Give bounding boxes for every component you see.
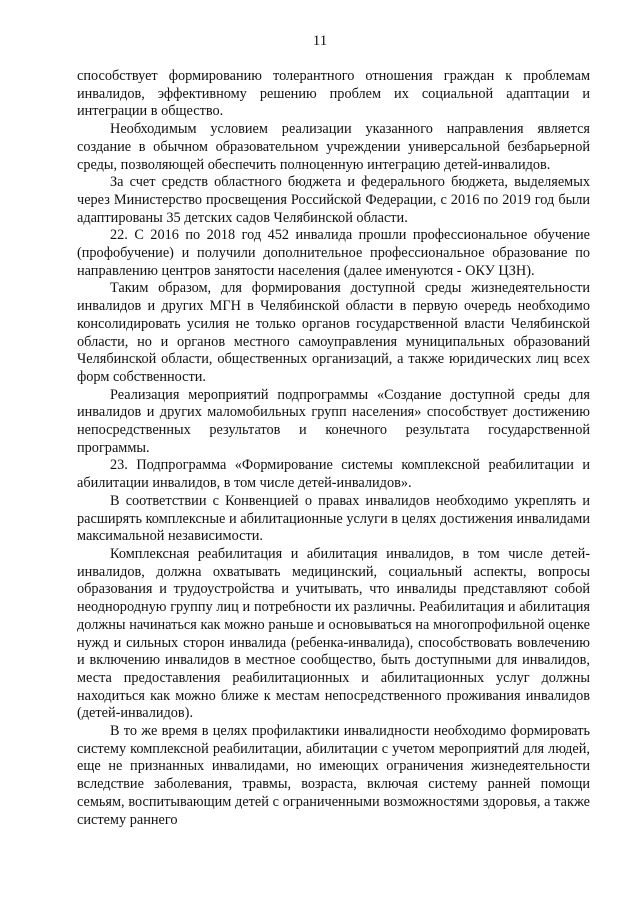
paragraph-consolidation: Таким образом, для формирования доступной среды жизнедеятельности инвалидов и других МГН в Челябинской области в первую очередь необходимо консолидировать усилия не только органов государственной власти Челябинской области, но и органов местного самоуправления муниципальных образований Челябинской области, общественных организаций, а также юридических лиц всех форм собственности. [77,280,590,385]
paragraph-complex-rehabilitation: Комплексная реабилитация и абилитация инвалидов, в том числе детей-инвалидов, должна охватывать медицинский, социальный аспекты, вопросы образования и трудоустройства и учитывать, что инвалиды представляют собой неоднородную группу лиц и потребности их различны. Реабилитация и абилитация должны начинаться как можно раньше и основываться на многопрофильной оценке нужд и сильных сторон инвалида (ребенка-инвалида), способствовать вовлечению и включению инвалидов в местное сообщество, быть доступными для инвалидов, места предоставления реабилитационных и абилитационных услуг должны находиться как можно ближе к местам непосредственного проживания инвалидов (детей-инвалидов). [77,545,590,722]
paragraph-continuation: способствует формированию толерантного отношения граждан к проблемам инвалидов, эффективному решению проблем их социальной адаптации и интеграции в общество. [77,68,590,120]
paragraph-kindergartens-adapted: За счет средств областного бюджета и федерального бюджета, выделяемых через Министерство просвещения Российской Федерации, с 2016 по 2019 год были адаптированы 35 детских садов Челябинской области. [77,174,590,226]
page-number: 11 [312,33,328,49]
paragraph-barrier-free-environment: Необходимым условием реализации указанного направления является создание в обычном образовательном учреждении универсальной безбарьерной среды, позволяющей обеспечить полноценную интеграцию детей-инвалидов. [77,121,590,173]
paragraph-convention: В соответствии с Конвенцией о правах инвалидов необходимо укреплять и расширять комплексные и абилитационные услуги в целях достижения инвалидами максимальной независимости. [77,492,590,545]
paragraph-subprogram-results: Реализация мероприятий подпрограммы «Создание доступной среды для инвалидов и других маломобильных групп населения» способствует достижению непосредственных результатов и конечного результата государственной программы. [77,386,590,456]
paragraph-item-23: 23. Подпрограмма «Формирование системы комплексной реабилитации и абилитации инвалидов, в том числе детей-инвалидов». [77,457,590,492]
paragraph-item-22: 22. С 2016 по 2018 год 452 инвалида прошли профессиональное обучение (профобучение) и получили дополнительное профессиональное образование по направлению центров занятости населения (далее именуются - ОКУ ЦЗН). [77,227,590,279]
paragraph-prevention: В то же время в целях профилактики инвалидности необходимо формировать систему комплексной реабилитации, абилитации с учетом мероприятий для людей, еще не признанных инвалидами, но имеющих ограничения жизнедеятельности вследствие заболевания, травмы, возраста, включая систему ранней помощи семьям, воспитывающим детей с ограниченными возможностями здоровья, а также систему раннего [77,723,590,828]
body-text [77,68,590,829]
